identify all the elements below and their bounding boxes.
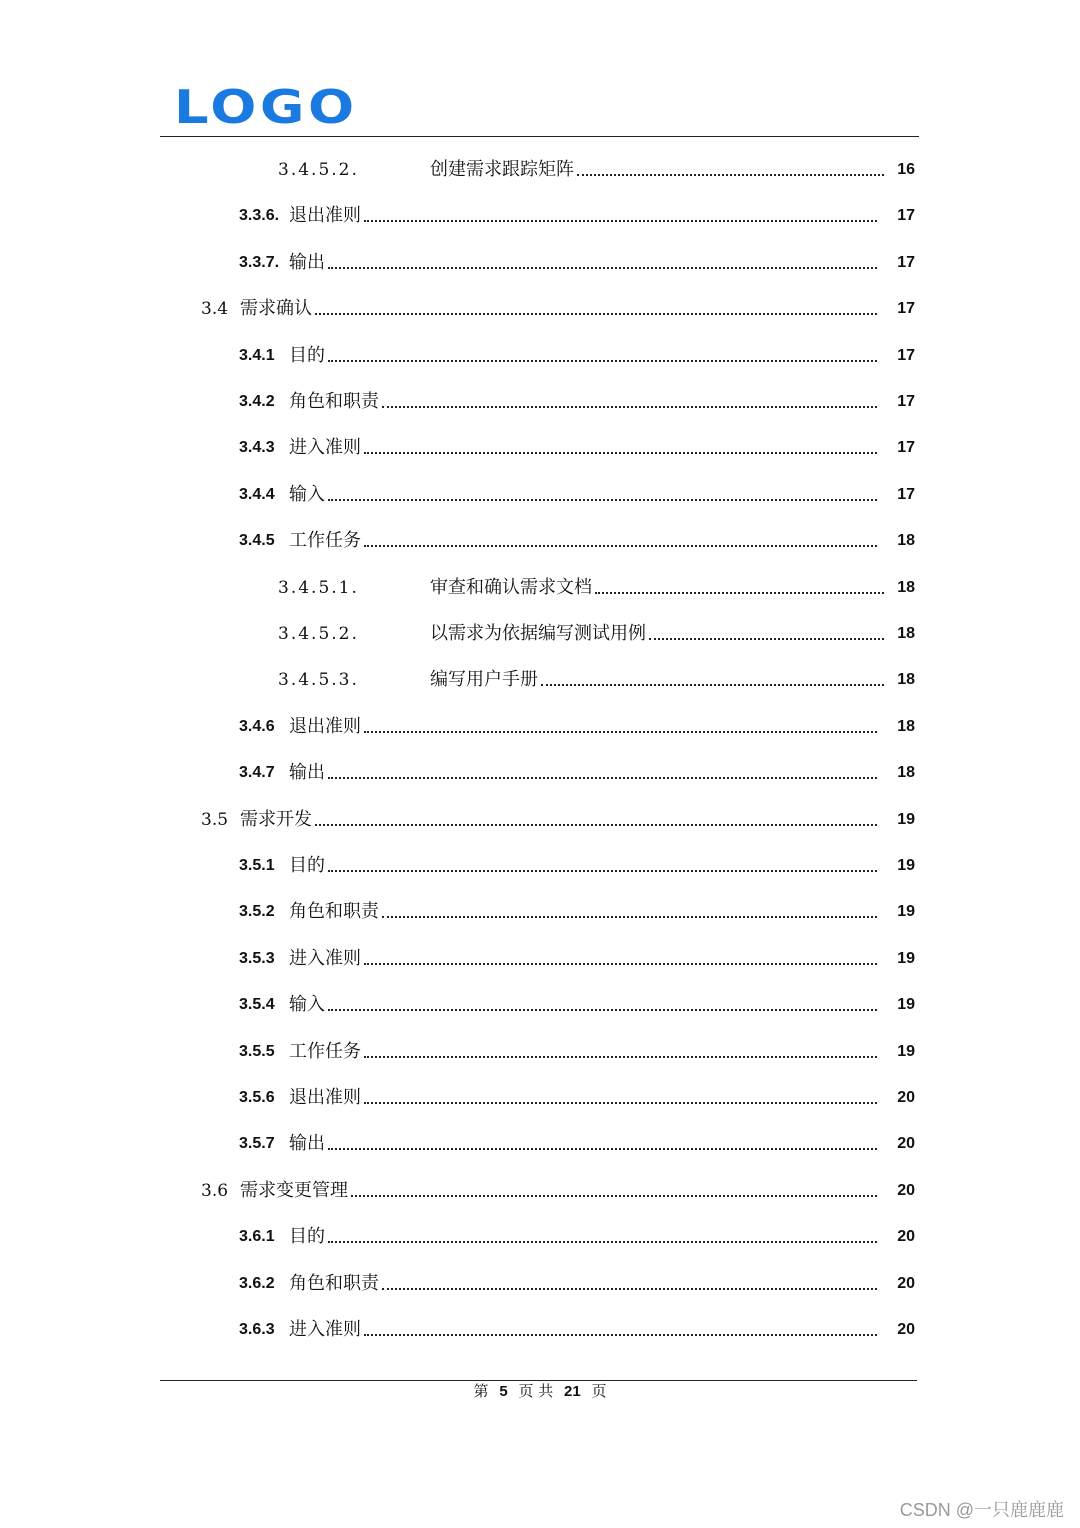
toc-leader-dots: [328, 1241, 877, 1243]
toc-leader-dots: [364, 1334, 877, 1336]
toc-entry-title: 输出: [289, 1129, 328, 1159]
toc-entry[interactable]: [0, 897, 1080, 927]
toc-entry-number: 3.3.6.: [239, 207, 280, 224]
toc-entry[interactable]: [0, 1037, 1080, 1067]
toc-entry-title: 创建需求跟踪矩阵: [430, 155, 577, 185]
toc-entry-title: 角色和职责: [289, 1269, 382, 1299]
toc-entry-page: 17: [897, 439, 915, 456]
toc-leader-dots: [328, 360, 877, 362]
toc-entry-number: 3.4.5.2.: [278, 624, 359, 644]
toc-entry[interactable]: [0, 990, 1080, 1020]
toc-entry-page: 19: [897, 903, 915, 920]
toc-entry-title: 进入准则: [289, 944, 364, 974]
toc-entry-page: 20: [897, 1089, 915, 1106]
page-footer: [0, 1380, 1080, 1403]
toc-entry-title: 目的: [289, 851, 328, 881]
toc-leader-dots: [364, 1102, 877, 1104]
toc-entry-title: 需求开发: [240, 805, 315, 835]
toc-entry[interactable]: [0, 805, 1080, 835]
toc-entry[interactable]: [0, 1176, 1080, 1206]
toc-entry[interactable]: [0, 944, 1080, 974]
toc-entry[interactable]: [0, 573, 1080, 603]
toc-entry-number: 3.4.6: [239, 718, 275, 735]
toc-entry-number: 3.4.5.3.: [278, 670, 359, 690]
toc-leader-dots: [364, 545, 877, 547]
toc-entry-page: 19: [897, 1043, 915, 1060]
toc-entry-page: 18: [897, 579, 915, 596]
toc-entry[interactable]: [0, 294, 1080, 324]
toc-entry-page: 18: [897, 625, 915, 642]
toc-entry-page: 18: [897, 532, 915, 549]
toc-entry-number: 3.5.1: [239, 857, 275, 874]
toc-entry-page: 19: [897, 996, 915, 1013]
toc-entry-page: 18: [897, 718, 915, 735]
toc-entry-title: 编写用户手册: [430, 665, 541, 695]
toc-leader-dots: [364, 1056, 877, 1058]
toc-entry-page: 18: [897, 764, 915, 781]
toc-entry-number: 3.4.7: [239, 764, 275, 781]
logo: LOGO: [174, 80, 358, 134]
current-page-number: 5: [499, 1383, 508, 1400]
toc-entry[interactable]: [0, 758, 1080, 788]
toc-entry[interactable]: [0, 480, 1080, 510]
toc-entry[interactable]: [0, 387, 1080, 417]
toc-leader-dots: [364, 220, 877, 222]
toc-entry[interactable]: [0, 433, 1080, 463]
toc-entry-page: 17: [897, 393, 915, 410]
total-pages-number: 21: [564, 1383, 581, 1400]
toc-entry-title: 输出: [289, 248, 328, 278]
toc-leader-dots: [382, 916, 877, 918]
toc-entry-page: 18: [897, 671, 915, 688]
toc-entry-number: 3.6: [201, 1181, 229, 1201]
toc-entry-number: 3.4.5.2.: [278, 160, 359, 180]
toc-entry-page: 20: [897, 1182, 915, 1199]
toc-entry-title: 工作任务: [289, 1037, 364, 1067]
toc-entry-title: 输入: [289, 990, 328, 1020]
toc-leader-dots: [364, 731, 877, 733]
toc-entry-page: 20: [897, 1228, 915, 1245]
toc-entry[interactable]: [0, 1129, 1080, 1159]
toc-entry-number: 3.5.6: [239, 1089, 275, 1106]
toc-entry-number: 3.4: [201, 299, 229, 319]
toc-entry-number: 3.5.3: [239, 950, 275, 967]
toc-entry-title: 审查和确认需求文档: [430, 573, 595, 603]
toc-entry[interactable]: [0, 341, 1080, 371]
toc-entry-title: 进入准则: [289, 1315, 364, 1345]
toc-leader-dots: [315, 824, 877, 826]
toc-entry-title: 退出准则: [289, 712, 364, 742]
toc-entry-title: 退出准则: [289, 1083, 364, 1113]
toc-entry-title: 工作任务: [289, 526, 364, 556]
toc-entry-title: 进入准则: [289, 433, 364, 463]
toc-leader-dots: [328, 777, 877, 779]
toc-leader-dots: [382, 406, 877, 408]
toc-entry-page: 19: [897, 811, 915, 828]
toc-entry[interactable]: [0, 526, 1080, 556]
toc-entry-number: 3.6.1: [239, 1228, 275, 1245]
toc-entry-page: 17: [897, 486, 915, 503]
toc-leader-dots: [364, 963, 877, 965]
toc-entry[interactable]: [0, 1083, 1080, 1113]
toc-entry[interactable]: [0, 201, 1080, 231]
toc-leader-dots: [328, 1009, 877, 1011]
toc-entry-title: 需求变更管理: [240, 1176, 351, 1206]
footer-prefix: 第: [473, 1382, 489, 1400]
toc-entry[interactable]: [0, 1222, 1080, 1252]
toc-entry-number: 3.5.4: [239, 996, 275, 1013]
toc-leader-dots: [328, 870, 877, 872]
toc-entry[interactable]: [0, 712, 1080, 742]
toc-leader-dots: [328, 267, 877, 269]
toc-entry-page: 19: [897, 857, 915, 874]
toc-entry[interactable]: [0, 1315, 1080, 1345]
toc-entry-page: 19: [897, 950, 915, 967]
toc-entry-number: 3.5.5: [239, 1043, 275, 1060]
toc-entry-number: 3.4.4: [239, 486, 275, 503]
toc-leader-dots: [328, 499, 877, 501]
toc-entry-title: 以需求为依据编写测试用例: [430, 619, 649, 649]
toc-entry-page: 17: [897, 300, 915, 317]
toc-entry-page: 17: [897, 347, 915, 364]
toc-entry[interactable]: [0, 851, 1080, 881]
toc-entry-number: 3.4.5.1.: [278, 578, 359, 598]
toc-entry-title: 需求确认: [240, 294, 315, 324]
toc-entry-title: 输出: [289, 758, 328, 788]
toc-leader-dots: [328, 1148, 877, 1150]
toc-entry-number: 3.5.2: [239, 903, 275, 920]
toc-entry-page: 17: [897, 207, 915, 224]
watermark: CSDN @一只鹿鹿鹿: [899, 1500, 1064, 1520]
toc-entry-number: 3.5.7: [239, 1135, 275, 1152]
toc-entry-number: 3.3.7.: [239, 254, 280, 271]
toc-entry-number: 3.5: [201, 810, 229, 830]
toc-entry[interactable]: [0, 665, 1080, 695]
toc-entry-page: 16: [897, 161, 915, 178]
toc-leader-dots: [541, 684, 884, 686]
toc-leader-dots: [595, 592, 884, 594]
toc-leader-dots: [649, 638, 884, 640]
footer-mid: 页 共: [518, 1382, 554, 1400]
toc-entry-title: 角色和职责: [289, 897, 382, 927]
toc-entry-page: 20: [897, 1321, 915, 1338]
toc-entry-number: 3.6.2: [239, 1275, 275, 1292]
toc-entry-page: 20: [897, 1275, 915, 1292]
toc-entry-title: 输入: [289, 480, 328, 510]
toc-entry[interactable]: [0, 1269, 1080, 1299]
toc-entry-title: 角色和职责: [289, 387, 382, 417]
toc-entry-title: 退出准则: [289, 201, 364, 231]
toc-entry-title: 目的: [289, 341, 328, 371]
toc-leader-dots: [351, 1195, 877, 1197]
toc-entry-title: 目的: [289, 1222, 328, 1252]
toc-leader-dots: [315, 313, 877, 315]
toc-entry-page: 20: [897, 1135, 915, 1152]
toc-entry-page: 17: [897, 254, 915, 271]
toc-entry[interactable]: [0, 619, 1080, 649]
toc-leader-dots: [364, 452, 877, 454]
toc-entry[interactable]: [0, 155, 1080, 185]
toc-entry-number: 3.4.2: [239, 393, 275, 410]
toc-entry[interactable]: [0, 248, 1080, 278]
footer-suffix: 页: [591, 1382, 607, 1400]
toc-entry-number: 3.4.3: [239, 439, 275, 456]
toc-entry-number: 3.4.5: [239, 532, 275, 549]
toc-leader-dots: [577, 174, 884, 176]
toc-entry-number: 3.6.3: [239, 1321, 275, 1338]
toc-entry-number: 3.4.1: [239, 347, 275, 364]
toc-leader-dots: [382, 1288, 877, 1290]
